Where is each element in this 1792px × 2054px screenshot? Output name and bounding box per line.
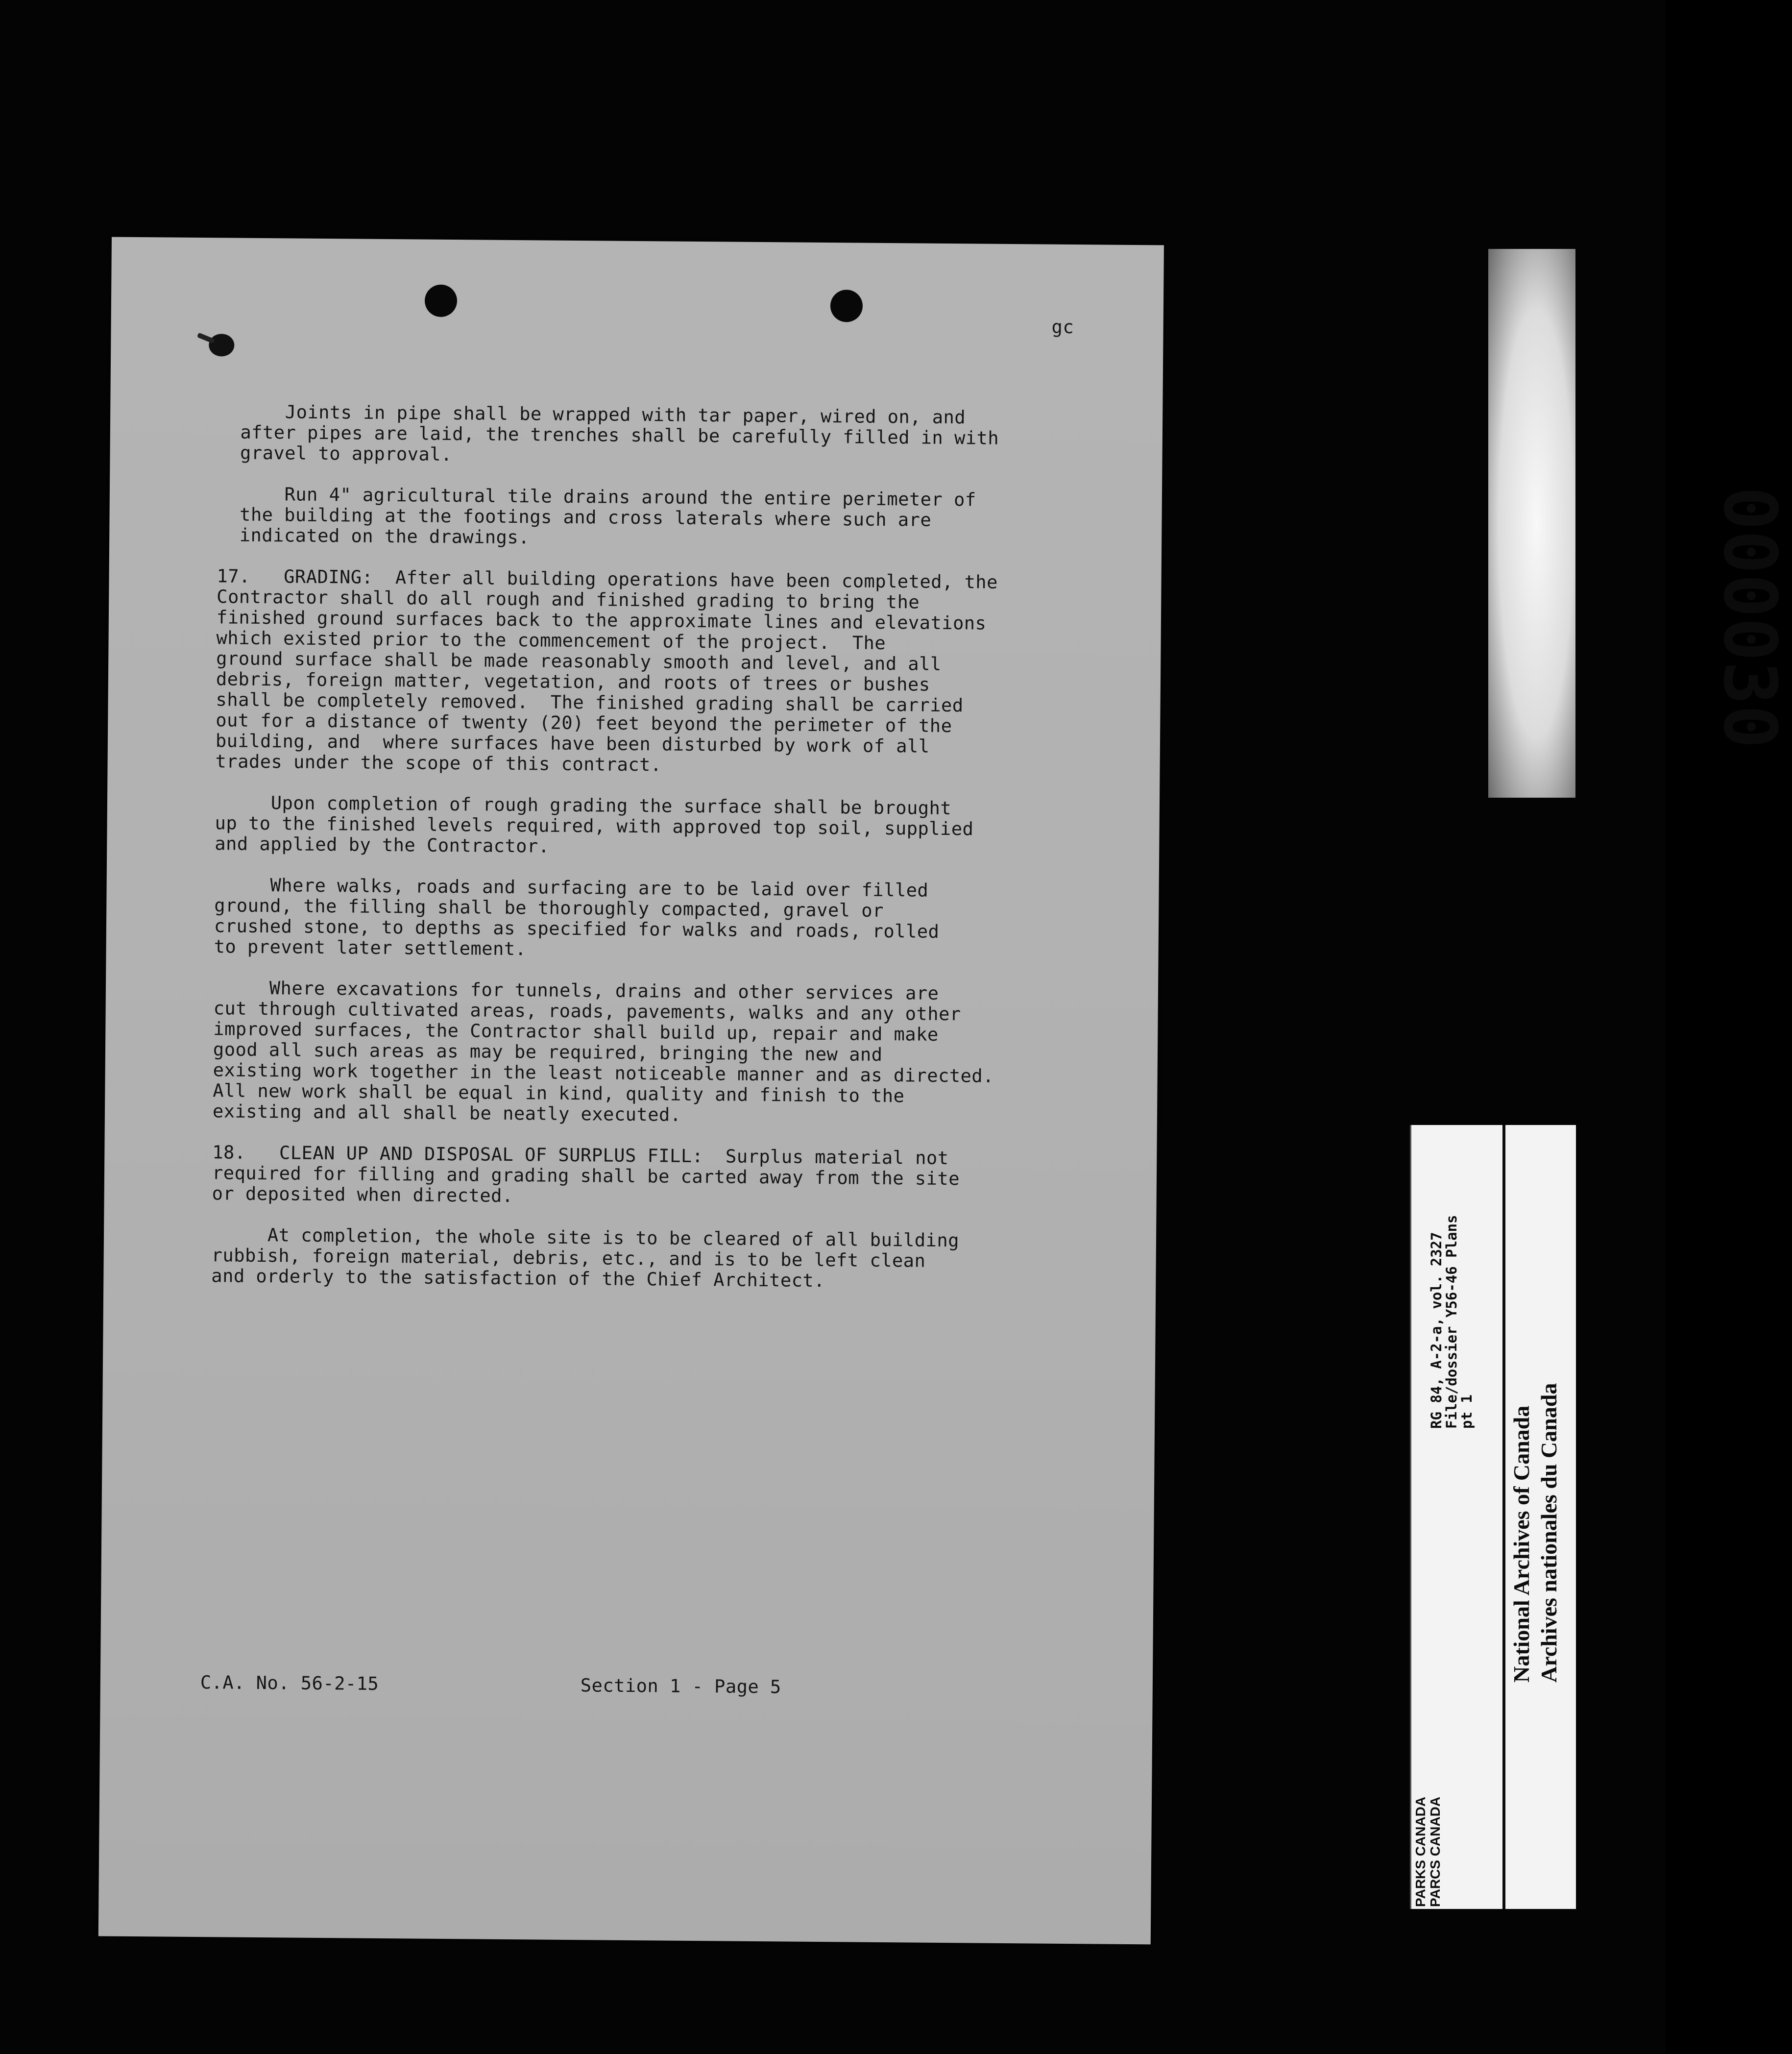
punch-hole-left (425, 285, 458, 318)
punch-hole-right (830, 290, 863, 322)
paragraph-rough-grading: Upon completion of rough grading the surface shall be brought up to the finished levels required, with approved top soil, supplied and applied by the Contractor. (215, 792, 974, 857)
archive-file-line: File/dossier Y56-46 Plans (1443, 1215, 1460, 1429)
paragraph-pipe-joints: Joints in pipe shall be wrapped with tar paper, wired on, and after pipes are laid, the trenches shall be carefully filled in with gravel to approval. (218, 401, 999, 465)
typed-specification-page (98, 237, 1164, 1945)
footer-ca-number: C.A. No. 56-2-15 (200, 1672, 379, 1694)
paragraph-walks-roads: Where walks, roads and surfacing are to be laid over filled ground, the filling shall be thoroughly compacted, gravel or crushed stone, to depths as specified for walks and roads, rolled to prevent later settlement. (214, 874, 940, 960)
label-divider (1502, 1125, 1505, 1909)
page-corner-mark: gc (1051, 316, 1074, 338)
frame-counter-number: 000030 (1708, 487, 1792, 749)
footer-section-page: Section 1 - Page 5 (580, 1675, 781, 1698)
paragraph-site-clearing: At completion, the whole site is to be cleared of all building rubbish, foreign material, debris, etc., and is to be left clean and orderly to the satisfaction of the Chief Architect. (211, 1224, 960, 1292)
institution-name-english: National Archives of Canada (1509, 1405, 1534, 1683)
ink-smudge-mark (209, 334, 234, 356)
agency-name-french: PARCS CANADA (1428, 1796, 1443, 1907)
archive-reference-line: RG 84, A-2-a, vol. 2327 (1428, 1232, 1445, 1429)
archive-part-line: pt 1 (1458, 1394, 1475, 1429)
paragraph-excavations: Where excavations for tunnels, drains and other services are cut through cultivated areas, roads, pavements, walks and any other improved surfaces, the Contractor shall build up, repair and make good all such areas as may be required, bringing the new and existing work together in the least noticeable manner and as directed. All new work shall be equal in kind, quality and finish to the existing and all shall be neatly executed. (212, 977, 994, 1125)
paragraph-section-17-grading: 17. GRADING: After all building operations have been completed, the Contractor shall do all rough and finished grading to bring the finished ground surfaces back to the approximate lines and elevations which existed prior to the commencement of the project. The ground surface shall be made reasonably smooth and level, and all debris, foreign matter, vegetation, and roots of trees or bushes shall be completely removed. The finished grading shall be carried out for a distance of twenty (20) feet beyond the perimeter of the building, and where surfaces have been disturbed by work of all trades under the scope of this contract. (215, 565, 998, 776)
frame-counter-strip (1488, 249, 1792, 798)
specification-body (211, 401, 1129, 1314)
archive-reference-label (1410, 1125, 1576, 1909)
paragraph-tile-drains: Run 4" agricultural tile drains around the entire perimeter of the building at the footings and cross laterals where such are indicated on the drawings. (217, 483, 976, 548)
institution-name-french: Archives nationales du Canada (1536, 1383, 1561, 1683)
paragraph-section-18-clean-up: 18. CLEAN UP AND DISPOSAL OF SURPLUS FILL: Surplus material not required for filling and grading shall be carted away from the site or deposited when directed. (212, 1142, 960, 1207)
agency-name-english: PARKS CANADA (1413, 1796, 1428, 1907)
